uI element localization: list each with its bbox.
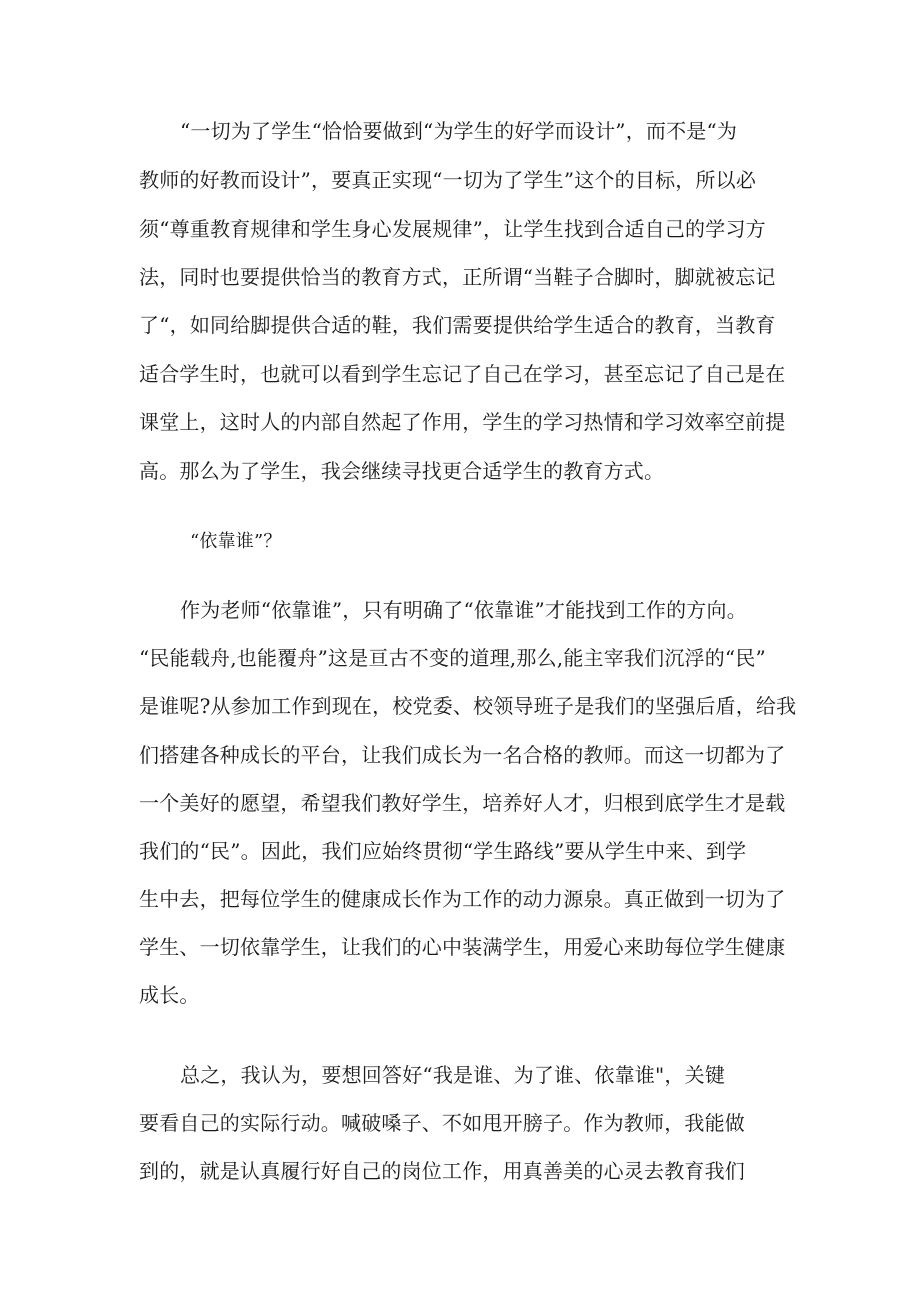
paragraph-1-line-5: 了“，如同给脚提供合适的鞋，我们需要提供给学生适合的教育，当教育	[139, 313, 776, 337]
paragraph-1-line-7: 课堂上，这时人的内部自然起了作用，学生的学习热情和学习效率空前提	[139, 410, 786, 434]
paragraph-1-line-1: “一切为了学生“恰恰要做到“为学生的好学而设计”，而不是“为	[180, 119, 738, 143]
paragraph-1-line-4: 法，同时也要提供恰当的教育方式，正所谓“当鞋子合脚时，脚就被忘记	[139, 265, 776, 289]
paragraph-2-line-6: 我们的“民”。因此，我们应始终贯彻“学生路线”要从学生中来、到学	[139, 839, 747, 863]
paragraph-3-line-3: 到的，就是认真履行好自己的岗位工作，用真善美的心灵去教育我们	[139, 1159, 745, 1183]
paragraph-2-line-7: 生中去，把每位学生的健康成长作为工作的动力源泉。真正做到一切为了	[139, 887, 786, 911]
paragraph-1-line-8: 高。那么为了学生，我会继续寻找更合适学生的教育方式。	[139, 459, 665, 483]
paragraph-1-line-6: 适合学生时，也就可以看到学生忘记了自己在学习，甚至忘记了自己是在	[139, 362, 786, 386]
paragraph-2-line-5: 一个美好的愿望，希望我们教好学生，培养好人才，归根到底学生才是载	[139, 791, 786, 815]
paragraph-3-line-1: 总之，我认为，要想回答好“我是谁、为了谁、依靠谁"，关键	[180, 1063, 726, 1087]
paragraph-2-line-2: “民能载舟,也能覆舟”这是亘古不变的道理,那么,能主宰我们沉浮的“民”	[139, 646, 766, 670]
paragraph-1-line-2: 教师的好教而设计”，要真正实现“一切为了学生”这个的目标，所以必	[139, 168, 757, 192]
paragraph-2-line-8: 学生、一切依靠学生，让我们的心中装满学生，用爱心来助每位学生健康	[139, 935, 786, 959]
section-heading: “依靠谁”？	[190, 531, 282, 552]
paragraph-2-line-4: 们搭建各种成长的平台，让我们成长为一名合格的教师。而这一切都为了	[139, 743, 786, 767]
paragraph-3-line-2: 要看自己的实际行动。喊破嗓子、不如甩开膀子。作为教师，我能做	[139, 1111, 745, 1135]
paragraph-1-line-3: 须“尊重教育规律和学生身心发展规律”，让学生找到合适自己的学习方	[139, 217, 766, 241]
paragraph-2-line-9: 成长。	[139, 983, 200, 1007]
paragraph-2-line-1: 作为老师“依靠谁”，只有明确了“依靠谁”才能找到工作的方向。	[180, 598, 747, 622]
paragraph-2-line-3: 是谁呢?从参加工作到现在，校党委、校领导班子是我们的坚强后盾，给我	[139, 694, 797, 718]
